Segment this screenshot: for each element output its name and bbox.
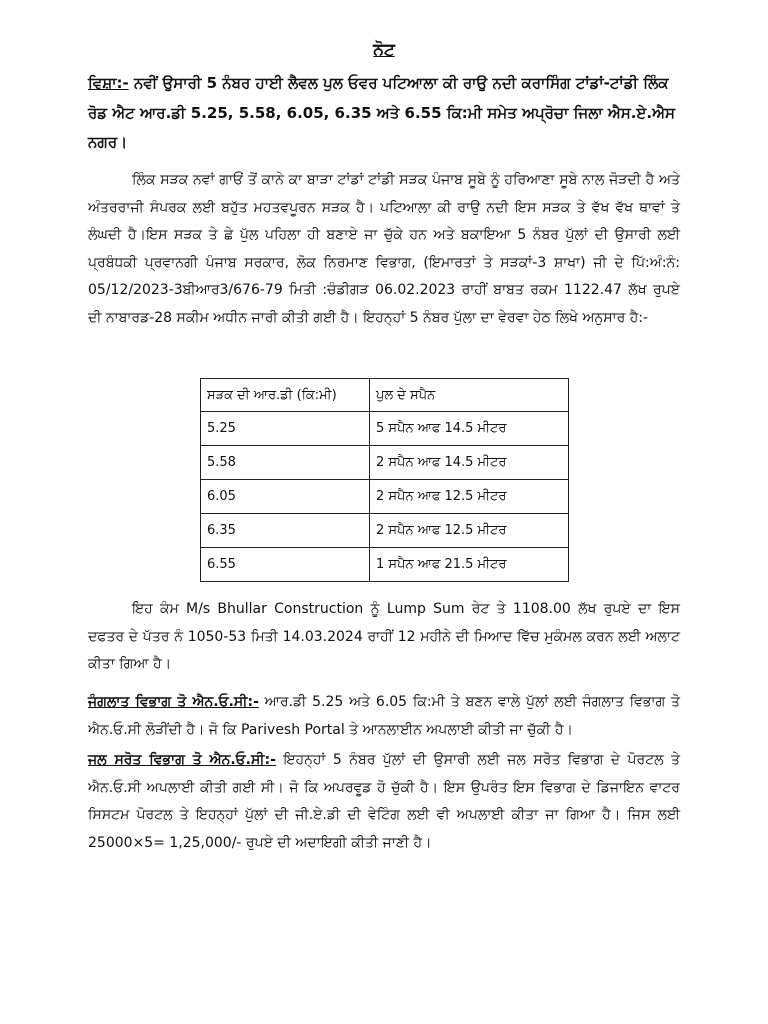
intro-paragraph: ਲਿੰਕ ਸੜਕ ਨਵਾਂ ਗਾਓਂ ਤੋਂ ਕਾਨੇ ਕਾ ਬਾੜਾ ਟਾਂਡਾਂ ਟਾਂਡੀ ਸੜਕ ਪੰਜਾਬ ਸੂਬੇ ਨੂੰ ਹਰਿਆਣਾ ਸੂਬੇ ਨਾਲ ਜੋੜਦੀ ਹੈ ਅਤੇ ਅੰਤਰਰਾਜੀ ਸੰਪਰਕ ਲਈ ਬਹੁੱਤ ਮਹਤਵਪੂਰਨ ਸੜਕ ਹੈ। ਪਟਿਆਲਾ ਕੀ ਰਾਉ ਨਦੀ ਇਸ ਸੜਕ ਤੇ ਵੱਖ ਵੱਖ ਥਾਵਾਂ ਤੇ ਲੰਘਦੀ ਹੈ।ਇਸ ਸੜਕ ਤੇ ਛੇ ਪੁੱਲ ਪਹਿਲਾ ਹੀ ਬਣਾਏ ਜਾ ਚੁੱਕੇ ਹਨ ਅਤੇ ਬਕਾਇਆ 5 ਨੰਬਰ ਪੁੱਲਾਂ ਦੀ ਉਸਾਰੀ ਲਈ ਪ੍ਰਬੰਧਕੀ ਪ੍ਰਵਾਨਗੀ ਪੰਜਾਬ ਸਰਕਾਰ, ਲੋਕ ਨਿਰਮਾਣ ਵਿਭਾਗ, (ਇਮਾਰਤਾਂ ਤੇ ਸੜਕਾਂ-3 ਸ਼ਾਖਾ) ਜੀ ਦੇ ਪਿੱ:ਅੰ:ਨੰ: 05/12/2023-3ਬੀਆਰ3/676-79 ਮਿਤੀ :ਚੰਡੀਗੜ 06.02.2023 ਰਾਹੀਂ ਬਾਬਤ ਰਕਮ 1122.47 ਲੱਖ ਰੁਪਏ ਦੀ ਨਾਬਾਰਡ-28 ਸਕੀਮ ਅਧੀਨ ਜਾਰੀ ਕੀਤੀ ਗਈ ਹੈ। ਇਹਨ੍ਹਾਂ 5 ਨੰਬਰ ਪੁੱਲਾ ਦਾ ਵੇਰਵਾ ਹੇਠ ਲਿਖੇ ਅਨੁਸਾਰ ਹੈ:- (88, 172, 680, 326)
subject-label: ਵਿਸ਼ਾ:- (88, 74, 129, 92)
table-header-row (201, 379, 569, 412)
column-header-rd: ਸੜਕ ਦੀ ਆਰ.ਡੀ (ਕਿ:ਮੀ) (201, 379, 370, 412)
span-cell: 5 ਸਪੈਨ ਆਫ 14.5 ਮੀਟਰ (370, 412, 569, 446)
rd-cell: 6.35 (201, 514, 370, 548)
bridge-spans-table (200, 378, 569, 582)
table-row (201, 412, 569, 446)
span-cell: 1 ਸਪੈਨ ਆਫ 21.5 ਮੀਟਰ (370, 548, 569, 582)
table-row (201, 480, 569, 514)
table-row (201, 514, 569, 548)
contract-paragraph: ਇਹ ਕੰਮ M/s Bhullar Construction ਨੂੰ Lump Sum ਰੇਟ ਤੇ 1108.00 ਲੱਖ ਰੁਪਏ ਦਾ ਇਸ ਦਫਤਰ ਦੇ ਪੱਤਰ ਨੰ 1050-53 ਮਿਤੀ 14.03.2024 ਰਾਹੀਂ 12 ਮਹੀਨੇ ਦੀ ਮਿਆਦ ਵਿੱਚ ਮੁਕੰਮਲ ਕਰਨ ਲਈ ਅਲਾਟ ਕੀਤਾ ਗਿਆ ਹੈ। (88, 601, 680, 672)
forest-noc-paragraph (88, 689, 680, 744)
column-header-spans: ਪੁਲ ਦੇ ਸਪੈਨ (370, 379, 569, 412)
table-row (201, 446, 569, 480)
forest-noc-heading: ਜੰਗਲਾਤ ਵਿਭਾਗ ਤੋ ਐਨ.ਓ.ਸੀ:- (88, 694, 259, 710)
water-noc-paragraph (88, 747, 680, 857)
water-noc-heading: ਜਲ ਸਰੋਤ ਵਿਭਾਗ ਤੋ ਐਨ.ਓ.ਸੀ:- (88, 752, 276, 768)
span-cell: 2 ਸਪੈਨ ਆਫ 14.5 ਮੀਟਰ (370, 446, 569, 480)
rd-cell: 6.55 (201, 548, 370, 582)
rd-cell: 5.58 (201, 446, 370, 480)
subject-text: ਨਵੀਂ ਉਸਾਰੀ 5 ਨੰਬਰ ਹਾਈ ਲੈਵਲ ਪੁਲ ਓਵਰ ਪਟਿਆਲਾ ਕੀ ਰਾਉ ਨਦੀ ਕਰਾਸਿੰਗ ਟਾਂਡਾਂ-ਟਾਂਡੀ ਲਿੰਕ ਰੋਡ ਐਟ ਆਰ.ਡੀ 5.25, 5.58, 6.05, 6.35 ਅਤੇ 6.55 ਕਿ:ਮੀ ਸਮੇਤ ਅਪ੍ਰੋਚਾ ਜਿਲਾ ਐਸ.ਏ.ਐਸ ਨਗਰ। (88, 74, 675, 151)
forest-noc-text: ਆਰ.ਡੀ 5.25 ਅਤੇ 6.05 ਕਿ:ਮੀ ਤੇ ਬਣਨ ਵਾਲੇ ਪੁੱਲਾਂ ਲਈ ਜੰਗਲਾਤ ਵਿਭਾਗ ਤੋ ਐਨ.ਓ.ਸੀ ਲੋੜੀਂਦੀ ਹੈ। ਜੋ ਕਿ Parivesh Portal ਤੇ ਆਨਲਾਈਨ ਅਪਲਾਈ ਕੀਤੀ ਜਾ ਚੁੱਕੀ ਹੈ। (88, 694, 680, 738)
rd-cell: 5.25 (201, 412, 370, 446)
span-cell: 2 ਸਪੈਨ ਆਫ 12.5 ਮੀਟਰ (370, 514, 569, 548)
rd-cell: 6.05 (201, 480, 370, 514)
note-title: ਨੋਟ (373, 40, 395, 60)
water-noc-text: ਇਹਨ੍ਹਾਂ 5 ਨੰਬਰ ਪੁੱਲਾਂ ਦੀ ਉਸਾਰੀ ਲਈ ਜਲ ਸਰੋਤ ਵਿਭਾਗ ਦੇ ਪੋਰਟਲ ਤੇ ਐਨ.ਓ.ਸੀ ਅਪਲਾਈ ਕੀਤੀ ਗਈ ਸੀ। ਜੋ ਕਿ ਅਪਰਵੂਡ ਹੋ ਚੁੱਕੀ ਹੈ। ਇਸ ਉਪਰੰਤ ਇਸ ਵਿਭਾਗ ਦੇ ਡਿਜਾਇਨ ਵਾਟਰ ਸਿਸਟਮ ਪੋਰਟਲ ਤੇ ਇਹਨ੍ਹਾਂ ਪੁੱਲਾਂ ਦੀ ਜੀ.ਏ.ਡੀ ਦੀ ਵੇਟਿੰਗ ਲਈ ਵੀ ਅਪਲਾਈ ਕੀਤਾ ਜਾ ਗਿਆ ਹੈ। ਜਿਸ ਲਈ 25000×5= 1,25,000/- ਰੁਪਏ ਦੀ ਅਦਾਇਗੀ ਕੀਤੀ ਜਾਣੀ ਹੈ। (88, 752, 680, 851)
span-cell: 2 ਸਪੈਨ ਆਫ 12.5 ਮੀਟਰ (370, 480, 569, 514)
table-row (201, 548, 569, 582)
subject-line (88, 69, 680, 158)
